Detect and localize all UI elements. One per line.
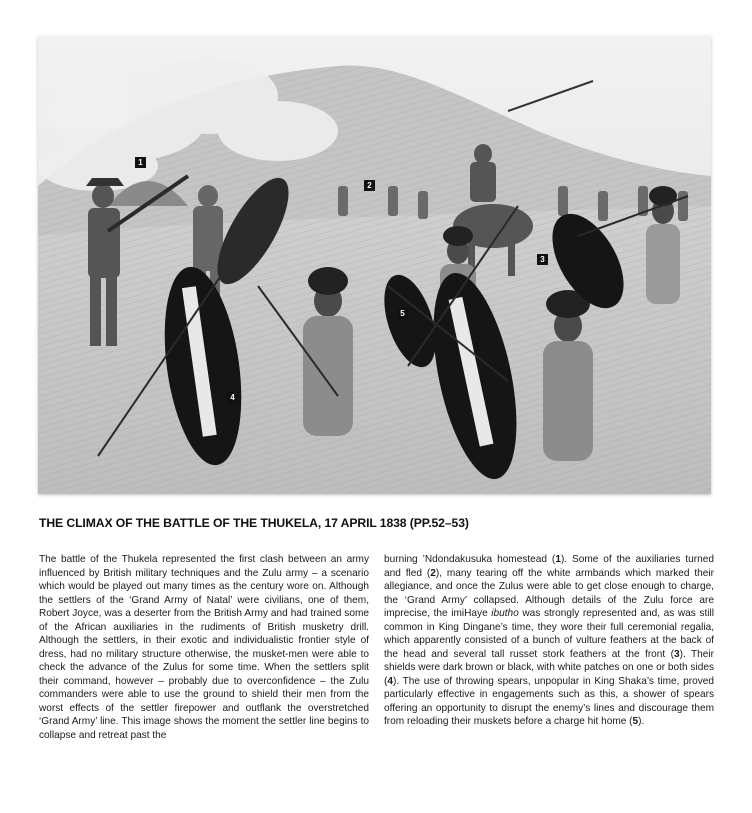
callout-marker-5: 5 (397, 308, 408, 319)
caption-text-segment: ). (638, 716, 645, 727)
caption-text-segment: ). Their shields were dark brown or black, with white patches on one or both sides ( (384, 648, 714, 687)
callout-marker-3: 3 (537, 254, 548, 265)
caption-body-left-column: The battle of the Thukela represented the first clash between an army influenced by British military techniques and the Zulu army – a scenario which would be played out many times as the century wore on. Although the settlers of the ‘Grand Army of Natal’ were civilians, one of them, Robert Joyce, was a deserter from the British Army and had trained some of the African auxiliaries in the rudiments of British musketry drill. Although the settlers, in their exotic and individualistic frontier style of dress, had no military structure otherwise, the musket-men were able to check the advance of the Zulus for some time. When the settlers split their command, however – probably due to overconfidence – the Zulu commanders were able to use the ground to shield their men from the worst effects of the settler firepower and outflank the overstretched ‘Grand Army’ line. This image shows the moment the settler line begins to collapse and retreat past the (39, 554, 369, 741)
caption-body-right-column (384, 553, 714, 729)
caption-text-segment: ). Some of the auxiliaries turned and fled ( (384, 554, 714, 579)
caption-title: THE CLIMAX OF THE BATTLE OF THE THUKELA, 17 APRIL 1838 (PP.52–53) (39, 516, 469, 530)
battle-scene-drawing (38, 36, 711, 494)
caption-text-segment: was strongly represented and, as was still common in King Dingane’s time, they wore their full ceremonial regalia, which apparently consisted of a bunch of vulture feathers at the back of the head and several tall russet stork feathers at the front ( (384, 608, 714, 660)
callout-reference-4: 4 (387, 675, 393, 687)
callout-reference-1: 1 (555, 554, 561, 565)
callout-reference-5: 5 (632, 716, 639, 727)
caption-text-segment: ), many tearing off the white armbands which marked their allegiance, and once the Zulus were able to get close enough to charge, the ‘Grand Army’ collapsed. Although details of the Zulu force are imprecise, the imiHaye (384, 567, 714, 619)
callout-marker-2: 2 (364, 180, 375, 191)
ibutho-term: ibutho (491, 608, 519, 619)
callout-marker-1: 1 (135, 157, 146, 168)
caption-text-segment: burning ’Ndondakusuka homestead ( (384, 554, 556, 565)
callout-reference-2: 2 (430, 567, 436, 579)
callout-marker-4: 4 (227, 392, 238, 403)
caption-text-segment: ). The use of throwing spears, unpopular in King Shaka’s time, proved particularly effective in engagements such as this, a shower of spears offering an opportunity to disrupt the enemy’s lines and discourage them from reloading their muskets before a charge hit home ( (384, 675, 714, 727)
callout-reference-3: 3 (673, 648, 680, 660)
battle-illustration (38, 36, 711, 494)
